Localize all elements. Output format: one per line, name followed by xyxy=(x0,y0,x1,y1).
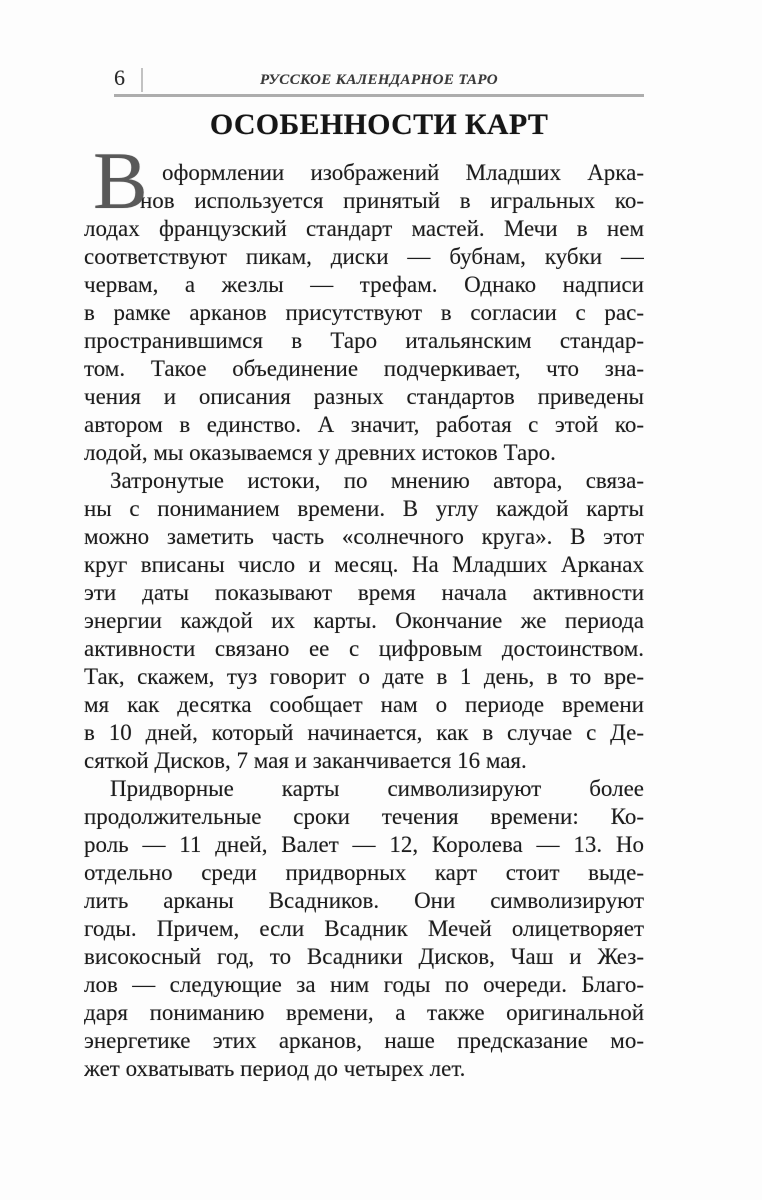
page-header xyxy=(114,64,644,97)
text-line: сяткой Дисков, 7 мая и заканчивается 16 мая. xyxy=(84,748,527,773)
text-line: чения и описания разных стандартов приведены xyxy=(84,384,644,409)
paragraph-1 xyxy=(84,135,644,467)
text-line: високосный год, то Всадники Дисков, Чаш и Жез- xyxy=(84,944,644,969)
text-line: отдельно среди придворных карт стоит выде- xyxy=(84,860,644,885)
text-line: можно заметить часть «солнечного круга». В этот xyxy=(84,524,644,549)
text-line: лодах французский стандарт мастей. Мечи в нем xyxy=(84,216,644,241)
text-line: оформлении изображений Младших Арка- xyxy=(162,160,644,185)
text-line: пространившимся в Таро итальянским стандар- xyxy=(84,328,644,353)
text-line: в 10 дней, который начинается, как в случае с Де- xyxy=(84,720,644,745)
text-line: в рамке арканов присутствуют в согласии с рас- xyxy=(84,300,644,325)
running-head: РУССКОЕ КАЛЕНДАРНОЕ ТАРО xyxy=(259,72,499,88)
text-line: червам, а жезлы — трефам. Однако надписи xyxy=(84,272,644,297)
text-line: жет охватывать период до четырех лет. xyxy=(84,1056,466,1081)
text-line: активности связано ее с цифровым достоинством. xyxy=(84,636,644,661)
text-line: лодой, мы оказываемся у древних истоков Таро. xyxy=(84,440,556,465)
paragraph-2 xyxy=(84,467,644,775)
chapter-title: ОСОБЕННОСТИ КАРТ xyxy=(209,108,549,141)
page-content xyxy=(84,64,644,1083)
text-line: эти даты показывают время начала активности xyxy=(84,580,644,605)
text-line: соответствуют пикам, диски — бубнам, кубки — xyxy=(84,244,644,269)
text-line: годы. Причем, если Всадник Мечей олицетворяет xyxy=(84,916,644,941)
text-line: Придворные карты символизируют более xyxy=(110,776,644,801)
text-line: лов — следующие за ним годы по очереди. Благо- xyxy=(84,972,644,997)
drop-cap: В xyxy=(93,135,148,226)
text-line: энергии каждой их карты. Окончание же периода xyxy=(84,608,644,633)
text-line: нов используется принятый в игральных ко- xyxy=(140,188,644,213)
text-line: автором в единство. А значит, работая с этой ко- xyxy=(84,412,644,437)
text-line: роль — 11 дней, Валет — 12, Королева — 13. Но xyxy=(84,832,644,857)
page-body xyxy=(84,135,644,1083)
text-line: Так, скажем, туз говорит о дате в 1 день, в то вре- xyxy=(84,664,644,689)
text-line: мя как десятка сообщает нам о периоде времени xyxy=(84,692,644,717)
text-line: ны с пониманием времени. В углу каждой карты xyxy=(84,496,644,521)
text-line: даря пониманию времени, а также оригинальной xyxy=(84,1000,644,1025)
text-line: продолжительные сроки течения времени: Ко- xyxy=(84,804,644,829)
text-line: энергетике этих арканов, наше предсказание мо- xyxy=(84,1028,644,1053)
text-line: Затронутые истоки, по мнению автора, связа- xyxy=(110,468,644,493)
paragraph-3 xyxy=(84,775,644,1083)
page-number: 6 xyxy=(114,65,125,90)
text-line: том. Такое объединение подчеркивает, что зна- xyxy=(84,356,644,381)
text-line: круг вписаны число и месяц. На Младших Арканах xyxy=(84,552,644,577)
text-line: лить арканы Всадников. Они символизируют xyxy=(84,888,644,913)
